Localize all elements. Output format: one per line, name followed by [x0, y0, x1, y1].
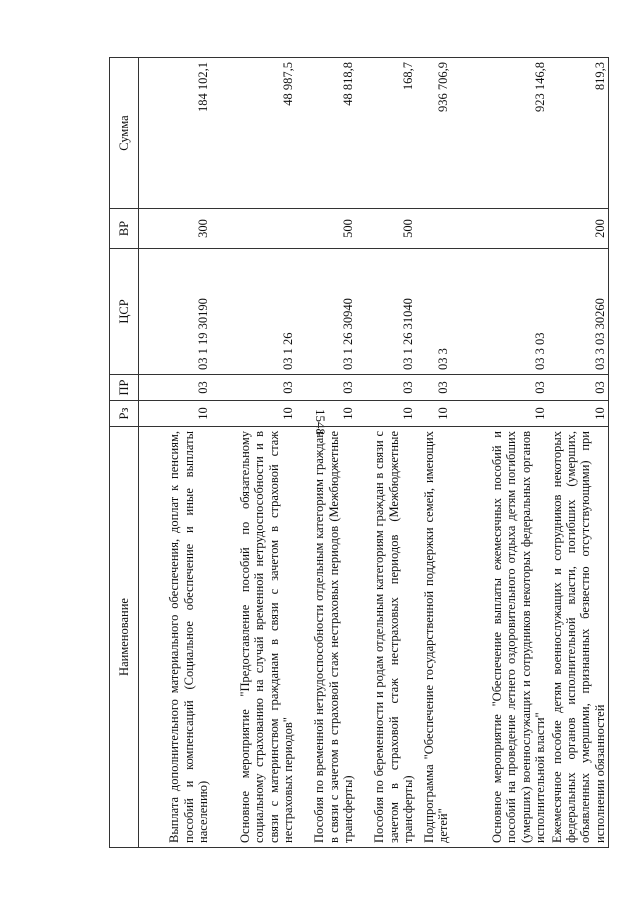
header-name: Наименование — [110, 427, 139, 848]
table-row — [452, 58, 549, 848]
header-vr: ВР — [110, 209, 139, 249]
header-rz: Рз — [110, 401, 139, 427]
page-number: 1548 — [313, 409, 328, 435]
row-name: Подпрограмма "Обеспечение государственной поддержки семей, имеющих детей" — [417, 427, 452, 848]
row-csr: 03 1 26 30940 — [297, 249, 357, 375]
row-vr: 500 — [297, 209, 357, 249]
row-rz: 10 — [452, 401, 549, 427]
table-row — [212, 58, 297, 848]
table-header-row — [110, 58, 139, 848]
row-vr: 500 — [357, 209, 417, 249]
row-csr: 03 3 — [417, 249, 452, 375]
row-sum: 168,7 — [357, 58, 417, 209]
row-name: Основное мероприятие "Обеспечение выплаты ежемесячных пособий и пособий на проведение летнего оздоровительного отдыха детям погибших (умерших) военнослужащих и сотрудников некоторых федеральных органов исполнительной власти" — [452, 427, 549, 848]
row-name: Основное мероприятие "Предоставление пособий по обязательному социальному страхованию на случай временной нетрудоспособности и в связи с материнством гражданам в связи с зачетом в страховой стаж нестраховых периодов" — [212, 427, 297, 848]
row-sum: 923 146,8 — [452, 58, 549, 209]
row-pr: 03 — [212, 375, 297, 401]
row-vr — [212, 209, 297, 249]
table-row — [417, 58, 452, 848]
row-sum: 936 706,9 — [417, 58, 452, 209]
row-name: Пособия по беременности и родам отдельным категориям граждан в связи с зачетом в страховой стаж нестраховых периодов (Межбюджетные трансферты) — [357, 427, 417, 848]
row-csr: 03 1 19 30190 — [139, 249, 212, 375]
row-name: Пособия по временной нетрудоспособности отдельным категориям граждан в связи с зачетом в страховой стаж нестраховых периодов (Межбюджетные трансферты) — [297, 427, 357, 848]
row-sum: 184 102,1 — [139, 58, 212, 209]
row-csr: 03 3 03 30260 — [549, 249, 609, 375]
row-pr: 03 — [417, 375, 452, 401]
row-rz: 10 — [549, 401, 609, 427]
row-pr: 03 — [452, 375, 549, 401]
row-sum: 819,3 — [549, 58, 609, 209]
row-pr: 03 — [139, 375, 212, 401]
row-csr: 03 1 26 31040 — [357, 249, 417, 375]
row-sum: 48 987,5 — [212, 58, 297, 209]
table-row — [297, 58, 357, 848]
row-csr: 03 3 03 — [452, 249, 549, 375]
header-pr: ПР — [110, 375, 139, 401]
table-row — [139, 58, 212, 848]
header-sum: Сумма — [110, 58, 139, 209]
row-rz: 10 — [139, 401, 212, 427]
row-vr — [417, 209, 452, 249]
row-rz: 10 — [357, 401, 417, 427]
row-pr: 03 — [357, 375, 417, 401]
row-rz: 10 — [212, 401, 297, 427]
row-vr: 300 — [139, 209, 212, 249]
row-name: Ежемесячное пособие детям военнослужащих и сотрудников некоторых федеральных органов исполнительной власти, погибших (умерших, объявленных умершими, признанных безвестно отсутствующими) при исполнении обязанностей — [549, 427, 609, 848]
table-row — [549, 58, 609, 848]
row-csr: 03 1 26 — [212, 249, 297, 375]
row-rz: 10 — [417, 401, 452, 427]
row-sum: 48 818,8 — [297, 58, 357, 209]
row-pr: 03 — [549, 375, 609, 401]
row-vr: 200 — [549, 209, 609, 249]
table-row — [357, 58, 417, 848]
row-vr — [452, 209, 549, 249]
rotated-table-container — [109, 58, 607, 848]
budget-table — [109, 57, 609, 848]
header-csr: ЦСР — [110, 249, 139, 375]
row-pr: 03 — [297, 375, 357, 401]
row-rz: 10 — [297, 401, 357, 427]
row-name: Выплата дополнительного материального обеспечения, доплат к пенсиям, пособий и компенсаций (Социальное обеспечение и иные выплаты населению) — [139, 427, 212, 848]
